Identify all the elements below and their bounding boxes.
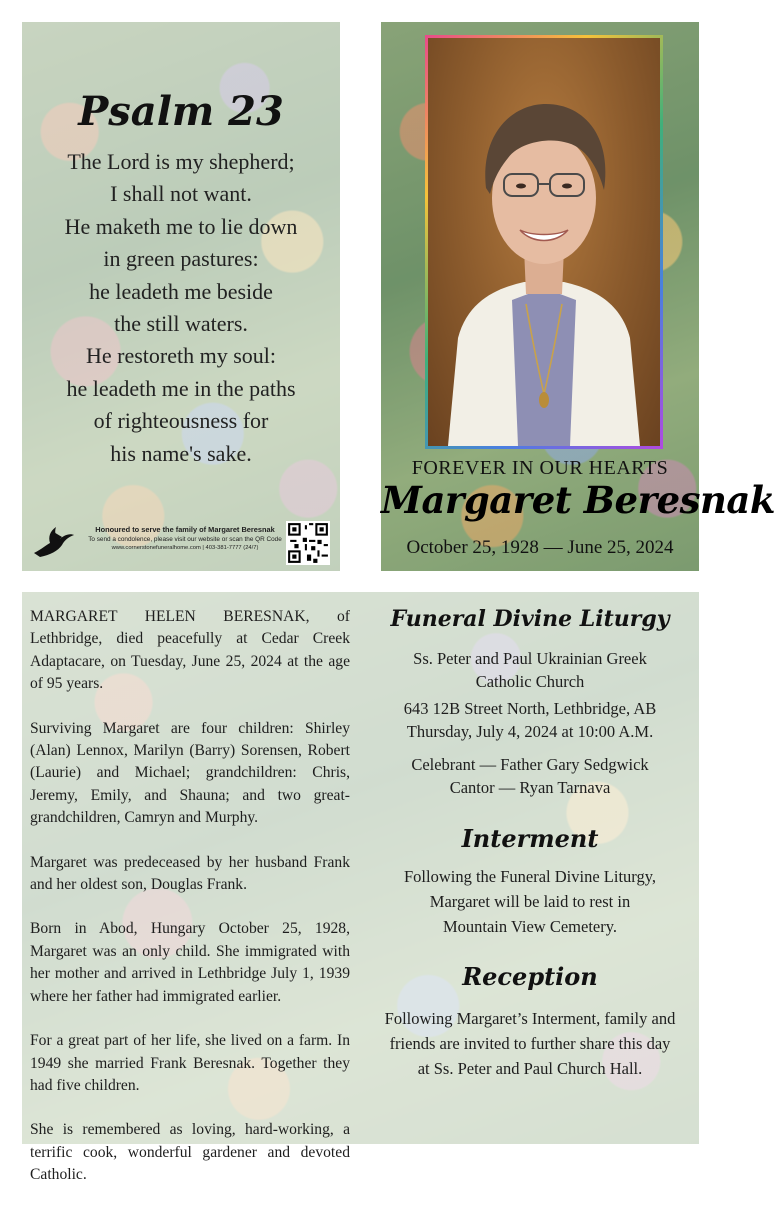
interment-line: Following the Funeral Divine Liturgy, <box>403 867 657 886</box>
footer-line-honoured: Honoured to serve the family of Margaret Beresnak <box>95 525 275 534</box>
church-name-line1: Ss. Peter and Paul Ukrainian Greek <box>413 649 647 668</box>
obituary-paragraph: She is remembered as loving, hard-working, a terrific cook, wonderful gardener and devoted Catholic. <box>30 1121 350 1184</box>
footer-line-contact: www.cornerstonefuneralhome.com | 403-381-7777 (24/7) <box>111 545 259 551</box>
psalm-line: He maketh me to lie down <box>64 213 298 239</box>
cantor: Cantor — Ryan Tarnava <box>449 778 611 797</box>
reception-heading: Reception <box>462 962 598 991</box>
celebrant: Celebrant — Father Gary Sedgwick <box>411 755 649 774</box>
footer-line-condolence: To send a condolence, please visit our website or scan the QR Code <box>88 536 282 543</box>
service-details <box>367 608 693 1081</box>
psalm-line: the still waters. <box>114 311 248 337</box>
obituary-paragraph: Surviving Margaret are four children: Shirley (Alan) Lennox, Marilyn (Barry) Sorensen, Robert (Laurie) and Michael; grandchildren: Chris, Jeremy, Emily, and Shauna; and two great-grandchildren, Camryn and Murphy. <box>30 719 350 827</box>
deceased-name: Margaret Beresnak <box>381 478 775 522</box>
psalm-title: Psalm 23 <box>78 88 284 135</box>
cover-panel <box>381 22 775 571</box>
obituary-text <box>30 606 350 1209</box>
dove-icon <box>32 523 76 561</box>
liturgy-heading: Funeral Divine Liturgy <box>390 606 670 632</box>
interment-line: Margaret will be laid to rest in <box>429 892 631 911</box>
psalm-line: in green pastures: <box>103 246 259 272</box>
cover-tagline: FOREVER IN OUR HEARTS <box>411 457 669 479</box>
footer-text <box>80 525 290 553</box>
interment-line: Mountain View Cemetery. <box>442 917 618 936</box>
church-name-line2: Catholic Church <box>475 672 585 691</box>
portrait-frame <box>425 35 663 449</box>
psalm-panel <box>22 22 340 571</box>
portrait-photo <box>428 38 660 446</box>
interment-heading: Interment <box>461 824 599 853</box>
psalm-line: he leadeth me in the paths <box>66 375 296 401</box>
funeral-home-footer <box>30 521 332 567</box>
obituary-paragraph: Born in Abod, Hungary October 25, 1928, Margaret was an only child. She immigrated with her mother and arrived in Lethbridge July 1, 1939 where her father had immigrated earlier. <box>30 920 350 1005</box>
reception-line: friends are invited to further share this day <box>389 1034 671 1053</box>
psalm-line: of righteousness for <box>93 408 269 434</box>
psalm-line: his name's sake. <box>110 440 252 466</box>
psalm-line: The Lord is my shepherd; <box>67 149 295 174</box>
obituary-paragraph: MARGARET HELEN BERESNAK, of Lethbridge, died peacefully at Cedar Creek Adaptacare, on Tuesday, June 25, 2024 at the age of 95 years. <box>30 608 350 693</box>
psalm-line: he leadeth me beside <box>89 278 273 304</box>
service-datetime: Thursday, July 4, 2024 at 10:00 A.M. <box>406 722 654 741</box>
psalm-line: I shall not want. <box>110 181 252 207</box>
psalm-verse <box>36 146 326 470</box>
qr-code-icon[interactable] <box>286 521 330 565</box>
psalm-line: He restoreth my soul: <box>85 343 277 369</box>
reception-line: at Ss. Peter and Paul Church Hall. <box>417 1059 643 1078</box>
church-address: 643 12B Street North, Lethbridge, AB <box>403 699 657 718</box>
inside-panel <box>22 592 699 1184</box>
obituary-paragraph: Margaret was predeceased by her husband Frank and her oldest son, Douglas Frank. <box>30 853 350 894</box>
obituary-paragraph: For a great part of her life, she lived on a farm. In 1949 she married Frank Beresnak. Together they had five children. <box>30 1032 350 1094</box>
reception-line: Following Margaret’s Interment, family and <box>384 1009 676 1028</box>
life-dates: October 25, 1928 — June 25, 2024 <box>406 537 674 558</box>
